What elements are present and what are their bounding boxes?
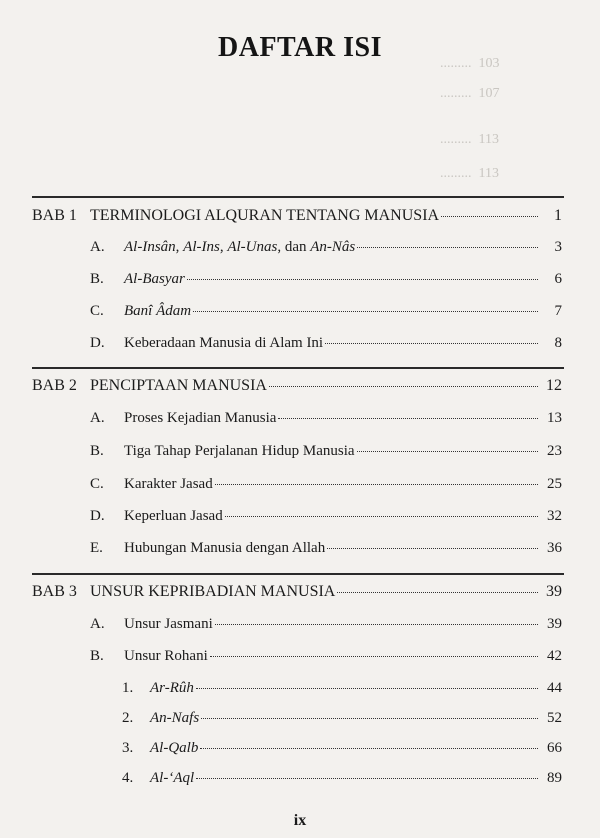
section-title <box>124 334 323 352</box>
title-text-run: Ar-Rûh <box>150 680 194 696</box>
page-number: 52 <box>547 710 562 726</box>
chapter-number: BAB 3 <box>32 583 77 600</box>
subsection-number: 3. <box>122 740 134 756</box>
bleed-through-text: ......... 113 <box>440 132 499 147</box>
dot-leader <box>325 342 538 344</box>
chapter-3-subsection-1[interactable] <box>122 679 562 697</box>
section-letter: C. <box>90 303 104 319</box>
page-number: 89 <box>547 770 562 786</box>
chapter-number: BAB 1 <box>32 207 77 224</box>
dot-leader <box>225 515 538 517</box>
bleed-through-text: ......... 103 <box>440 56 500 71</box>
subsection-title <box>150 739 198 757</box>
title-text-run: An-Nâs <box>310 239 356 255</box>
subsection-title <box>150 769 194 787</box>
dot-leader <box>357 450 538 452</box>
chapter-3-subsection-2[interactable] <box>122 709 562 727</box>
page-number: 23 <box>547 443 562 459</box>
divider <box>32 573 564 575</box>
bleed-through-text: ......... 107 <box>440 86 500 101</box>
title-text-run: Tiga Tahap Perjalanan Hidup Manusia <box>124 443 355 459</box>
section-title <box>124 539 325 557</box>
dot-leader <box>201 717 538 719</box>
page-number: 25 <box>547 476 562 492</box>
section-title <box>124 442 355 460</box>
title-text-run: An-Nafs <box>150 710 200 726</box>
dot-leader <box>215 623 538 625</box>
title-text-run: Al-Qalb <box>150 740 199 756</box>
page-number: 44 <box>547 680 562 696</box>
page-number: 8 <box>554 335 562 351</box>
page-number: 36 <box>547 540 562 556</box>
chapter-2-section-b[interactable] <box>90 442 562 460</box>
subsection-number: 4. <box>122 770 134 786</box>
bleed-through-text: ......... 113 <box>440 166 499 181</box>
title-text-run: Karakter Jasad <box>124 476 213 492</box>
title-text-run: Unsur Jasmani <box>124 616 213 632</box>
section-title <box>124 409 276 427</box>
dot-leader <box>187 278 538 280</box>
chapter-1-section-c[interactable] <box>90 302 562 320</box>
section-title <box>124 615 213 633</box>
page-number: 6 <box>554 271 562 287</box>
dot-leader <box>196 777 538 779</box>
page-number: 1 <box>554 207 562 224</box>
chapter-1-section-a[interactable] <box>90 238 562 256</box>
title-text-run: Al-Ins <box>183 239 220 255</box>
section-title <box>124 238 355 256</box>
section-title <box>124 475 213 493</box>
page-number: 3 <box>554 239 562 255</box>
chapter-3-section-a[interactable] <box>90 615 562 633</box>
chapter-title: PENCIPTAAN MANUSIA <box>90 377 267 394</box>
title-text-run: Al-‘Aql <box>150 770 195 786</box>
title-text-run: Al-Insân <box>124 239 176 255</box>
page-number: 12 <box>546 377 562 394</box>
page-number: 13 <box>547 410 562 426</box>
page-folio: ix <box>293 812 307 829</box>
subsection-title <box>150 679 194 697</box>
dot-leader <box>210 655 538 657</box>
title-text-run: Al-Unas <box>227 239 278 255</box>
dot-leader <box>200 747 538 749</box>
title-text-run: Keperluan Jasad <box>124 508 223 524</box>
dot-leader <box>357 246 538 248</box>
section-letter: B. <box>90 443 104 459</box>
chapter-2-entry[interactable] <box>32 377 562 395</box>
dot-leader <box>327 547 538 549</box>
title-text-run: Unsur Rohani <box>124 648 208 664</box>
page-number: 39 <box>546 583 562 600</box>
chapter-3-subsection-4[interactable] <box>122 769 562 787</box>
page-number: 32 <box>547 508 562 524</box>
chapter-title: TERMINOLOGI ALQURAN TENTANG MANUSIA <box>90 207 440 224</box>
chapter-2-section-a[interactable] <box>90 409 562 427</box>
divider <box>32 367 564 369</box>
chapter-3-entry[interactable] <box>32 583 562 601</box>
page-number: 42 <box>547 648 562 664</box>
section-title <box>124 302 191 320</box>
subsection-title <box>150 709 199 727</box>
title-text-run: Hubungan Manusia dengan Allah <box>124 540 326 556</box>
title-text-run: , dan <box>277 239 311 255</box>
title-text-run: Al-Basyar <box>124 271 185 287</box>
section-letter: C. <box>90 476 104 492</box>
section-letter: B. <box>90 648 104 664</box>
dot-leader <box>193 310 538 312</box>
chapter-1-entry[interactable] <box>32 207 562 225</box>
chapter-title: UNSUR KEPRIBADIAN MANUSIA <box>90 583 336 600</box>
chapter-3-subsection-3[interactable] <box>122 739 562 757</box>
section-letter: B. <box>90 271 104 287</box>
section-letter: A. <box>90 410 105 426</box>
subsection-number: 1. <box>122 680 134 696</box>
section-title <box>124 270 185 288</box>
chapter-1-section-b[interactable] <box>90 270 562 288</box>
title-text-run: Keberadaan Manusia di Alam Ini <box>124 335 324 351</box>
title-text-run: Banî Âdam <box>124 303 192 319</box>
chapter-2-section-c[interactable] <box>90 475 562 493</box>
section-letter: D. <box>90 508 105 524</box>
subsection-number: 2. <box>122 710 134 726</box>
divider <box>32 196 564 198</box>
page-number: 7 <box>554 303 562 319</box>
dot-leader <box>337 591 538 593</box>
section-letter: E. <box>90 540 103 556</box>
dot-leader <box>196 687 538 689</box>
dot-leader <box>278 417 538 419</box>
page-title: DAFTAR ISI <box>218 32 382 63</box>
title-text-run: Proses Kejadian Manusia <box>124 410 277 426</box>
page-number: 66 <box>547 740 562 756</box>
chapter-2-section-d[interactable] <box>90 507 562 525</box>
section-letter: A. <box>90 616 105 632</box>
dot-leader <box>441 215 538 217</box>
page-number: 39 <box>547 616 562 632</box>
chapter-3-section-b[interactable] <box>90 647 562 665</box>
chapter-2-section-e[interactable] <box>90 539 562 557</box>
chapter-1-section-d[interactable] <box>90 334 562 352</box>
title-text-run: , <box>219 239 228 255</box>
section-title <box>124 647 208 665</box>
title-text-run: , <box>175 239 184 255</box>
section-letter: D. <box>90 335 105 351</box>
chapter-number: BAB 2 <box>32 377 77 394</box>
section-title <box>124 507 223 525</box>
section-letter: A. <box>90 239 105 255</box>
dot-leader <box>269 385 538 387</box>
dot-leader <box>215 483 538 485</box>
